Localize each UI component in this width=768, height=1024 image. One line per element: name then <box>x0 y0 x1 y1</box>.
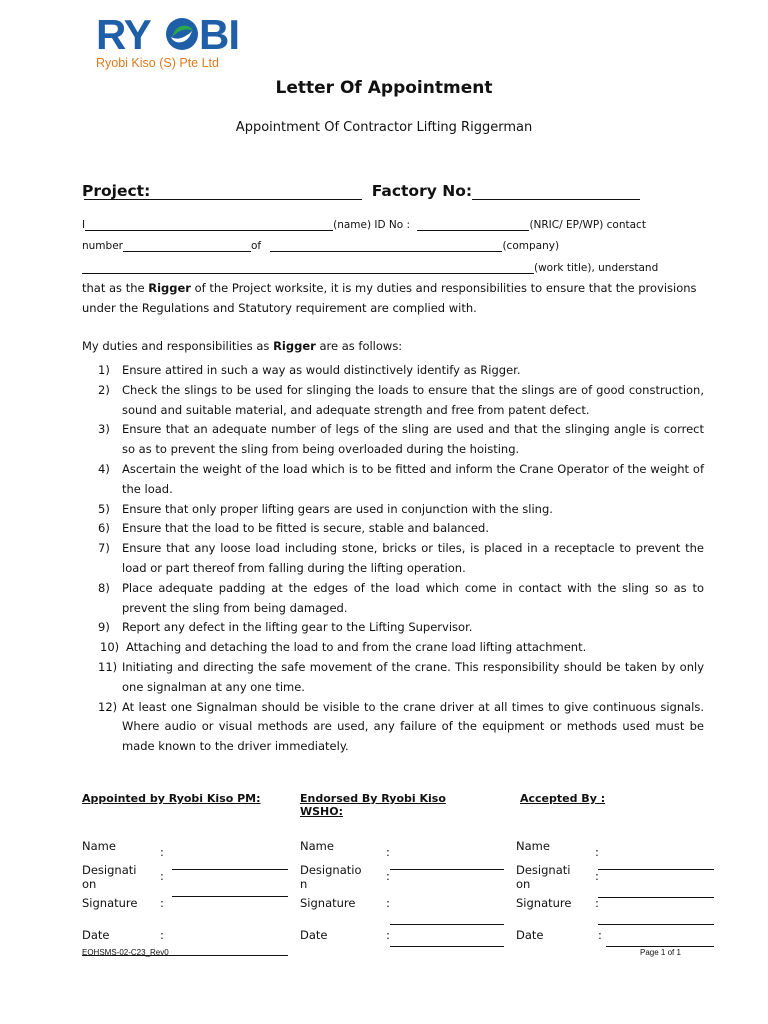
duty-number: 11) <box>98 659 118 674</box>
col1-designation-label: Designati on <box>82 863 137 891</box>
footer-divider <box>82 955 288 956</box>
duty-item <box>82 500 704 520</box>
project-field[interactable] <box>84 199 362 200</box>
col2-designation-colon: : <box>386 869 390 883</box>
duties-intro-text: My duties and responsibilities as <box>82 339 274 353</box>
work-title-field[interactable] <box>82 273 534 274</box>
form-line-2 <box>82 240 559 252</box>
svg-text:BI: BI <box>199 13 239 55</box>
col2-date-colon: : <box>386 928 390 942</box>
intro-text-rest: of the Project worksite, it is my duties and responsibilities to ensure that the provisions under the Regulations and Statutory requirement are complied with. <box>82 281 697 315</box>
col1-signature-line[interactable] <box>172 896 288 897</box>
contact-number-field[interactable] <box>123 251 251 252</box>
duty-item <box>82 638 704 658</box>
form-line-1 <box>82 219 646 231</box>
duty-item <box>82 698 704 757</box>
duty-number: 2) <box>98 382 110 397</box>
col3-signature-label: Signature <box>516 896 572 910</box>
duty-number: 8) <box>98 580 110 595</box>
col3-signature-line[interactable] <box>598 897 714 898</box>
ryobi-logo-icon <box>96 13 258 55</box>
duty-number: 4) <box>98 461 110 476</box>
duty-text: Ascertain the weight of the load which is to be fitted and inform the Crane Operator of the weight of the load. <box>122 461 704 496</box>
duty-item <box>82 658 704 698</box>
work-title-label: (work title), understand <box>534 262 659 274</box>
col3-date-line[interactable] <box>606 946 714 947</box>
duty-item <box>82 460 704 500</box>
col1-date-label: Date <box>82 928 110 942</box>
company-label: (company) <box>502 240 560 252</box>
col3-date-label: Date <box>516 928 544 942</box>
form-line-3 <box>82 262 658 274</box>
duty-text: Ensure that an adequate number of legs of the sling are used and that the slinging angle is correct so as to prevent the sling from being overloaded during the hoisting. <box>122 422 704 457</box>
duty-item <box>82 420 704 460</box>
col2-signature-label: Signature <box>300 896 356 910</box>
project-label: Project: <box>82 182 151 200</box>
project-line <box>82 182 640 200</box>
intro-rigger: Rigger <box>148 281 191 295</box>
duty-item <box>82 381 704 421</box>
col3-designation-label: Designati on <box>516 863 571 891</box>
col1-name-colon: : <box>160 845 164 859</box>
col1-date-colon: : <box>160 928 164 942</box>
duty-number: 3) <box>98 422 110 437</box>
duty-number: 5) <box>98 501 110 516</box>
col2-name-colon: : <box>386 845 390 859</box>
col2-signature-line[interactable] <box>390 924 504 925</box>
page-subtitle: Appointment Of Contractor Lifting Riggerman <box>235 120 533 135</box>
page-title: Letter Of Appointment <box>275 78 493 98</box>
name-field[interactable] <box>85 230 333 231</box>
duties-list <box>82 361 704 757</box>
id-label: (NRIC/ EP/WP) contact <box>529 219 646 231</box>
duty-text: At least one Signalman should be visible to the crane driver at all times to give continuous signals. Where audio or visual methods are used, any failure of the equipment or methods used must be made known to the driver immediately. <box>122 699 704 754</box>
col1-signature-label: Signature <box>82 896 138 910</box>
duty-number: 12) <box>98 699 118 714</box>
factory-field[interactable] <box>472 199 640 200</box>
appointed-by-heading: Appointed by Ryobi Kiso PM: <box>82 792 261 805</box>
intro-text: that as the <box>82 281 149 295</box>
name-label: (name) ID No : <box>333 219 411 231</box>
of-label: of <box>250 240 262 252</box>
duty-text: Ensure attired in such a way as would distinctively identify as Rigger. <box>122 363 521 377</box>
page-number: Page 1 of 1 <box>640 948 681 957</box>
duties-rigger: Rigger <box>273 339 316 353</box>
number-label: number <box>82 240 123 252</box>
col3-designation-colon: : <box>595 869 599 883</box>
duty-text: Ensure that any loose load including stone, bricks or tiles, is placed in a receptacle to prevent the load or part thereof from falling during the lifting operation. <box>122 541 704 575</box>
duty-number: 9) <box>98 620 110 635</box>
i-label: I <box>82 219 86 231</box>
duty-text: Check the slings to be used for slinging the loads to ensure that the slings are of good construction, sound and suitable material, and adequate strength and free from patent defect. <box>122 382 704 417</box>
duty-item <box>82 361 704 381</box>
col3-name-label: Name <box>516 839 550 853</box>
duty-number: 1) <box>98 363 110 377</box>
duty-text: Ensure that the load to be fitted is secure, stable and balanced. <box>122 521 490 536</box>
intro-paragraph <box>82 278 704 318</box>
duties-intro-text-rest: are as follows: <box>315 339 403 353</box>
col3-signature-colon: : <box>595 896 599 910</box>
svg-text:RY: RY <box>96 13 151 55</box>
factory-label: Factory No: <box>371 182 473 200</box>
col2-date-label: Date <box>300 928 328 942</box>
duty-item <box>82 618 704 638</box>
col1-designation-line[interactable] <box>172 869 288 870</box>
col1-designation-colon: : <box>160 869 164 883</box>
duty-text: Place adequate padding at the edges of the load which come in contact with the sling so as to prevent the sling from being damaged. <box>122 580 704 615</box>
duty-text: Report any defect in the lifting gear to the Lifting Supervisor. <box>122 620 473 635</box>
duty-text: Initiating and directing the safe movement of the crane. This responsibility should be taken by only one signalman at any one time. <box>122 659 704 694</box>
col1-signature-colon: : <box>160 896 164 910</box>
col2-designation-line[interactable] <box>390 869 504 870</box>
endorsed-by-heading: Endorsed By Ryobi Kiso WSHO: <box>300 792 446 818</box>
duty-item <box>82 579 704 619</box>
duties-intro <box>82 336 704 356</box>
duty-number: 10) <box>100 640 120 655</box>
company-field[interactable] <box>270 251 502 252</box>
col3-signature-line-2[interactable] <box>598 924 714 925</box>
company-name: Ryobi Kiso (S) Pte Ltd <box>96 56 219 70</box>
col3-designation-line[interactable] <box>598 869 714 870</box>
col1-name-label: Name <box>82 839 116 853</box>
company-logo <box>96 13 258 55</box>
id-field[interactable] <box>417 230 529 231</box>
col2-name-label: Name <box>300 839 334 853</box>
duty-item <box>82 539 704 579</box>
document-code: EOHSMS-02-C23_Rev0 <box>82 948 169 957</box>
col3-date-colon: : <box>598 928 602 942</box>
duty-text: Ensure that only proper lifting gears are used in conjunction with the sling. <box>122 501 553 516</box>
col3-name-colon: : <box>595 845 599 859</box>
duty-number: 7) <box>98 541 110 556</box>
accepted-by-heading: Accepted By : <box>520 792 606 805</box>
col2-signature-colon: : <box>386 896 390 910</box>
col2-designation-label: Designatio n <box>300 863 362 891</box>
duty-number: 6) <box>98 521 110 536</box>
col2-date-line[interactable] <box>390 946 504 947</box>
duty-text: Attaching and detaching the load to and from the crane load lifting attachment. <box>126 640 587 655</box>
duty-item <box>82 519 704 539</box>
